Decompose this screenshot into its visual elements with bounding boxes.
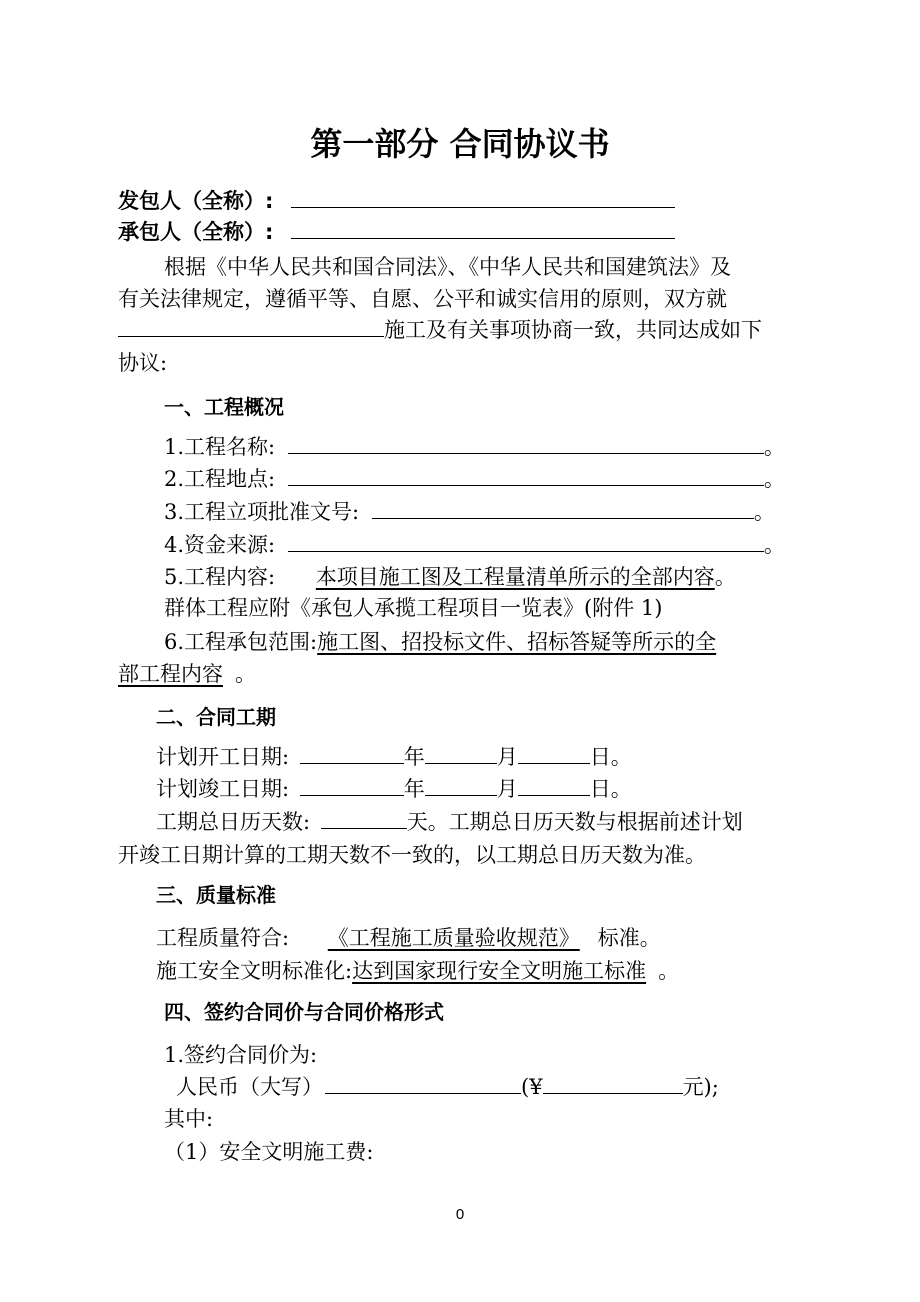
preamble-line3-text: 施工及有关事项协商一致，共同达成如下 bbox=[384, 318, 762, 342]
yuan-close: 元); bbox=[682, 1075, 719, 1099]
finish-year-field[interactable] bbox=[300, 774, 404, 796]
month-label: 月 bbox=[496, 745, 518, 769]
preamble-line2: 有关法律规定，遵循平等、自愿、公平和诚实信用的原则，双方就 bbox=[118, 287, 727, 311]
preamble-line1: 根据《中华人民共和国合同法》、《中华人民共和国建筑法》及 bbox=[164, 255, 731, 279]
project-name-blank[interactable] bbox=[118, 315, 384, 337]
funding-source-row bbox=[164, 530, 785, 560]
safety-value: 达到国家现行安全文明施工标准 bbox=[352, 959, 647, 983]
project-name-row bbox=[164, 432, 785, 462]
project-location-label: 2.工程地点: bbox=[164, 467, 276, 491]
period: 。 bbox=[763, 435, 785, 459]
scope-row bbox=[164, 627, 716, 657]
planned-finish-label: 计划竣工日期: bbox=[156, 777, 290, 801]
of-which: 其中: bbox=[164, 1107, 214, 1131]
contractor-line bbox=[118, 217, 675, 247]
yen-open: (¥ bbox=[521, 1075, 543, 1099]
approval-number-row bbox=[164, 497, 775, 527]
section3-heading: 三、质量标准 bbox=[156, 883, 276, 907]
employer-line bbox=[118, 186, 675, 216]
employer-blank[interactable] bbox=[291, 186, 675, 208]
total-days-field[interactable] bbox=[321, 807, 407, 829]
day-label: 日。 bbox=[589, 745, 632, 769]
project-location-row bbox=[164, 464, 785, 494]
safety-row bbox=[156, 956, 679, 986]
group-project-note: 群体工程应附《承包人承揽工程项目一览表》(附件 1) bbox=[164, 596, 663, 620]
start-day-field[interactable] bbox=[518, 742, 590, 764]
yen-amount-field[interactable] bbox=[543, 1072, 683, 1094]
total-days-label: 工期总日历天数: bbox=[156, 810, 311, 834]
page-number: 0 bbox=[455, 1206, 465, 1223]
funding-source-field[interactable] bbox=[288, 530, 764, 552]
period: 。 bbox=[763, 467, 785, 491]
year-label: 年 bbox=[403, 777, 425, 801]
start-year-field[interactable] bbox=[300, 742, 404, 764]
period: 。 bbox=[753, 500, 775, 524]
period: 。 bbox=[714, 565, 736, 589]
year-label: 年 bbox=[403, 745, 425, 769]
finish-month-field[interactable] bbox=[425, 774, 497, 796]
safety-label: 施工安全文明标准化: bbox=[156, 959, 353, 983]
total-days-text: 天。工期总日历天数与根据前述计划 bbox=[406, 810, 743, 834]
contract-price-label: 1.签约合同价为: bbox=[164, 1043, 318, 1067]
planned-finish-row bbox=[156, 774, 632, 804]
quality-label: 工程质量符合: bbox=[156, 926, 290, 950]
finish-day-field[interactable] bbox=[518, 774, 590, 796]
project-content-row bbox=[164, 562, 736, 592]
section1-heading: 一、工程概况 bbox=[164, 395, 284, 419]
preamble-line3 bbox=[118, 315, 762, 345]
contractor-label: 承包人（全称）: bbox=[118, 220, 274, 244]
safety-fee-row: （1）安全文明施工费: bbox=[164, 1140, 374, 1164]
planned-start-row bbox=[156, 742, 632, 772]
project-name-label: 1.工程名称: bbox=[164, 435, 276, 459]
employer-label: 发包人（全称）: bbox=[118, 189, 274, 213]
section2-heading: 二、合同工期 bbox=[156, 705, 276, 729]
section4-heading: 四、签约合同价与合同价格形式 bbox=[164, 1000, 444, 1024]
project-name-field[interactable] bbox=[288, 432, 764, 454]
scope-label: 6.工程承包范围: bbox=[164, 630, 318, 654]
funding-source-label: 4.资金来源: bbox=[164, 533, 276, 557]
scope-value-line1: 施工图、招投标文件、招标答疑等所示的全 bbox=[317, 630, 717, 654]
scope-row-cont bbox=[118, 659, 256, 689]
start-month-field[interactable] bbox=[425, 742, 497, 764]
rmb-label: 人民币（大写） bbox=[176, 1075, 323, 1099]
safety-suffix: 。 bbox=[658, 959, 680, 983]
month-label: 月 bbox=[496, 777, 518, 801]
period: 。 bbox=[235, 662, 256, 686]
contractor-blank[interactable] bbox=[291, 217, 675, 239]
planned-start-label: 计划开工日期: bbox=[156, 745, 290, 769]
scope-value-line2: 部工程内容 bbox=[118, 662, 223, 686]
project-content-value: 本项目施工图及工程量清单所示的全部内容 bbox=[315, 565, 715, 589]
preamble-line4: 协议: bbox=[118, 351, 168, 375]
total-days-note: 开竣工日期计算的工期天数不一致的，以工期总日历天数为准。 bbox=[118, 843, 706, 867]
project-location-field[interactable] bbox=[288, 464, 764, 486]
page-title: 第一部分 合同协议书 bbox=[310, 125, 610, 163]
day-label: 日。 bbox=[589, 777, 632, 801]
quality-value: 《工程施工质量验收规范》 bbox=[327, 926, 580, 950]
total-days-row bbox=[156, 807, 743, 837]
quality-suffix: 标准。 bbox=[597, 926, 661, 950]
project-content-label: 5.工程内容: bbox=[164, 565, 276, 589]
rmb-words-field[interactable] bbox=[325, 1072, 521, 1094]
period: 。 bbox=[763, 533, 785, 557]
approval-number-label: 3.工程立项批准文号: bbox=[164, 500, 360, 524]
approval-number-field[interactable] bbox=[372, 497, 754, 519]
quality-row bbox=[156, 923, 661, 953]
rmb-row bbox=[176, 1072, 719, 1102]
